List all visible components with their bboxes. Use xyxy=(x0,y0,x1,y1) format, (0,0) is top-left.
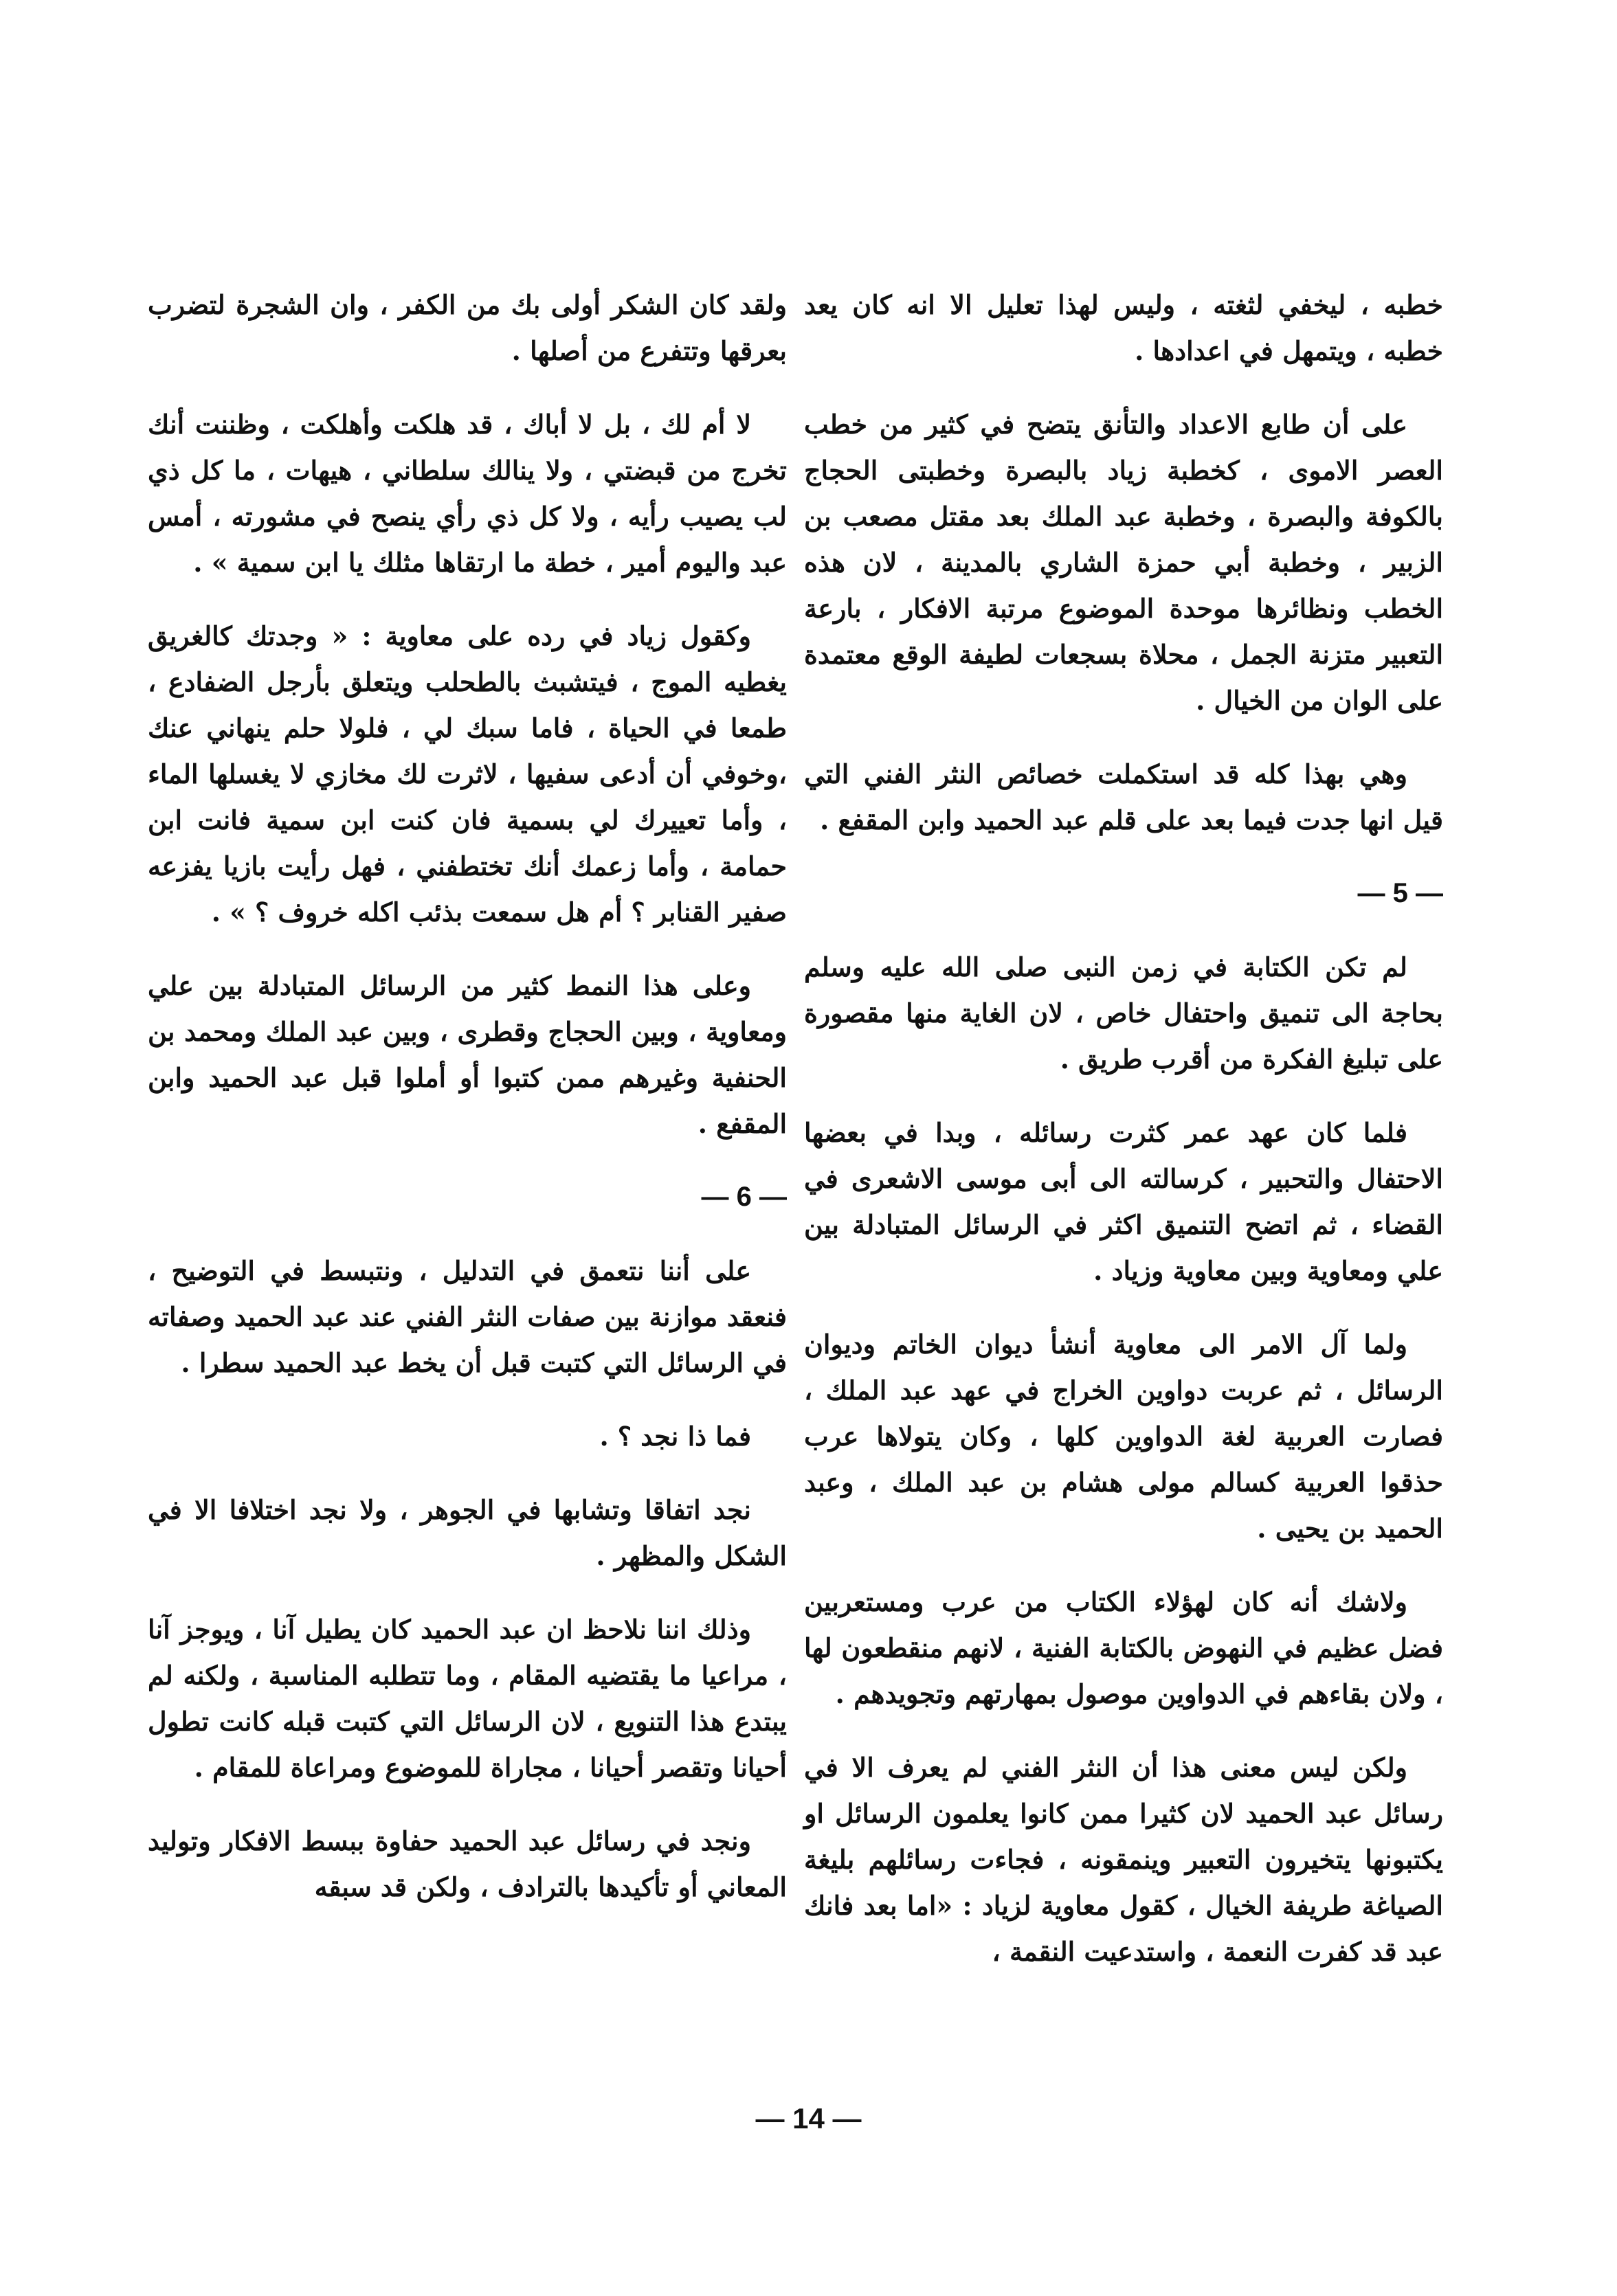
paragraph: لم تكن الكتابة في زمن النبى صلى الله عليه وسلم بحاجة الى تنميق واحتفال خاص ، لان الغاية منها مقصورة على تبليغ الفكرة من أقرب طريق . xyxy=(804,952,1443,1074)
paragraph: فلما كان عهد عمر كثرت رسائله ، وبدا في بعضها الاحتفال والتحبير ، كرسالته الى أبى موسى الاشعرى في القضاء ، ثم اتضح التنميق اكثر في الرسائل المتبادلة بين علي ومعاوية وبين معاوية وزياد . xyxy=(804,1117,1443,1286)
paragraph: ولاشك أنه كان لهؤلاء الكتاب من عرب ومستعربين فضل عظيم في النهوض بالكتابة الفنية ، لانهم منقطعون لها ، ولان بقاءهم في الدواوين موصول بمهارتهم وتجويدهم . xyxy=(804,1586,1443,1709)
paragraph: فما ذا نجد ؟ . xyxy=(599,1421,751,1452)
paragraph: ولقد كان الشكر أولى بك من الكفر ، وان الشجرة لتضرب بعرقها وتتفرع من أصلها . xyxy=(148,289,787,366)
paragraph: وذلك اننا نلاحظ ان عبد الحميد كان يطيل آنا ، ويوجز آنا ، مراعيا ما يقتضيه المقام ، وما تتطلبه المناسبة ، ولكنه لم يبتدع هذا التنويع ، لان الرسائل التي كتبت قبله كانت تطول أحيانا وتقصر أحيانا ، مجاراة للموضوع ومراعاة للمقام . xyxy=(148,1614,787,1783)
paragraph: على أننا نتعمق في التدليل ، ونتبسط في التوضيح ، فنعقد موازنة بين صفات النثر الفني عند عبد الحميد وصفاته في الرسائل التي كتبت قبل أن يخط عبد الحميد سطرا . xyxy=(148,1255,787,1378)
left-column xyxy=(148,282,787,1937)
paragraph: وكقول زياد في رده على معاوية : « وجدتك كالغريق يغطيه الموج ، فيتشبث بالطحلب ويتعلق بأرجل الضفادع ، طمعا في الحياة ، فاما سبك لي ، فلولا حلم ينهاني عنك ،وخوفي أن أدعى سفيها ، لاثرت لك مخازي لا يغسلها الماء ، وأما تعييرك لي بسمية فان كنت ابن سمية فانت ابن حمامة ، وأما زعمك أنك تختطفني ، فهل رأيت بازيا يفزعه صفير القنابر ؟ أم هل سمعت بذئب اكله خروف ؟ » . xyxy=(148,620,787,927)
paragraph: لا أم لك ، بل لا أباك ، قد هلكت وأهلكت ، وظننت أنك تخرج من قبضتي ، ولا ينالك سلطاني ، هيهات ، ما كل ذي لب يصيب رأيه ، ولا كل ذي رأي ينصح في مشورته ، أمس عبد واليوم أمير ، خطة ما ارتقاها مثلك يا ابن سمية » . xyxy=(148,409,787,578)
paragraph: ونجد في رسائل عبد الحميد حفاوة ببسط الافكار وتوليد المعاني أو تأكيدها بالترادف ، ولكن قد سبقه xyxy=(148,1825,787,1902)
paragraph: وعلى هذا النمط كثير من الرسائل المتبادلة بين علي ومعاوية ، وبين الحجاج وقطرى ، وبين عبد الملك ومحمد بن الحنفية وغيرهم ممن كتبوا أو أملوا قبل عبد الحميد وابن المقفع . xyxy=(148,970,787,1139)
section-number: — 5 — xyxy=(1357,878,1443,908)
paragraph: على أن طابع الاعداد والتأنق يتضح في كثير من خطب العصر الاموى ، كخطبة زياد بالبصرة وخطبتى الحجاج بالكوفة والبصرة ، وخطبة عبد الملك بعد مقتل مصعب بن الزبير ، وخطبة أبي حمزة الشاري بالمدينة ، لان هذه الخطب ونظائرها موحدة الموضوع مرتبة الافكار ، بارعة التعبير متزنة الجمل ، محلاة بسجعات لطيفة الوقع معتمدة على الوان من الخيال . xyxy=(804,409,1444,716)
paragraph: ولما آل الامر الى معاوية أنشأ ديوان الخاتم وديوان الرسائل ، ثم عربت دواوين الخراج في عهد عبد الملك ، فصارت العربية لغة الدواوين كلها ، وكان يتولاها عرب حذقوا العربية كسالم مولى هشام بن عبد الملك ، وعبد الحميد بن يحيى . xyxy=(804,1329,1443,1544)
page-number: — 14 — xyxy=(755,2102,862,2135)
paragraph: ولكن ليس معنى هذا أن النثر الفني لم يعرف الا في رسائل عبد الحميد لان كثيرا ممن كانوا يعلمون الرسائل او يكتبونها يتخيرون التعبير وينمقونه ، فجاءت رسائلهم بليغة الصياغة طريفة الخيال ، كقول معاوية لزياد : «اما بعد فانك عبد قد كفرت النعمة ، واستدعيت النقمة ، xyxy=(804,1752,1443,1967)
right-column xyxy=(804,282,1443,2002)
paragraph: خطبه ، ليخفي لثغته ، وليس لهذا تعليل الا انه كان يعد خطبه ، ويتمهل في اعدادها . xyxy=(804,289,1443,366)
paragraph: وهي بهذا كله قد استكملت خصائص النثر الفني التي قيل انها جدت فيما بعد على قلم عبد الحميد وابن المقفع . xyxy=(804,758,1443,835)
paragraph: نجد اتفاقا وتشابها في الجوهر ، ولا نجد اختلافا الا في الشكل والمظهر . xyxy=(148,1494,787,1571)
section-number: — 6 — xyxy=(701,1182,787,1212)
